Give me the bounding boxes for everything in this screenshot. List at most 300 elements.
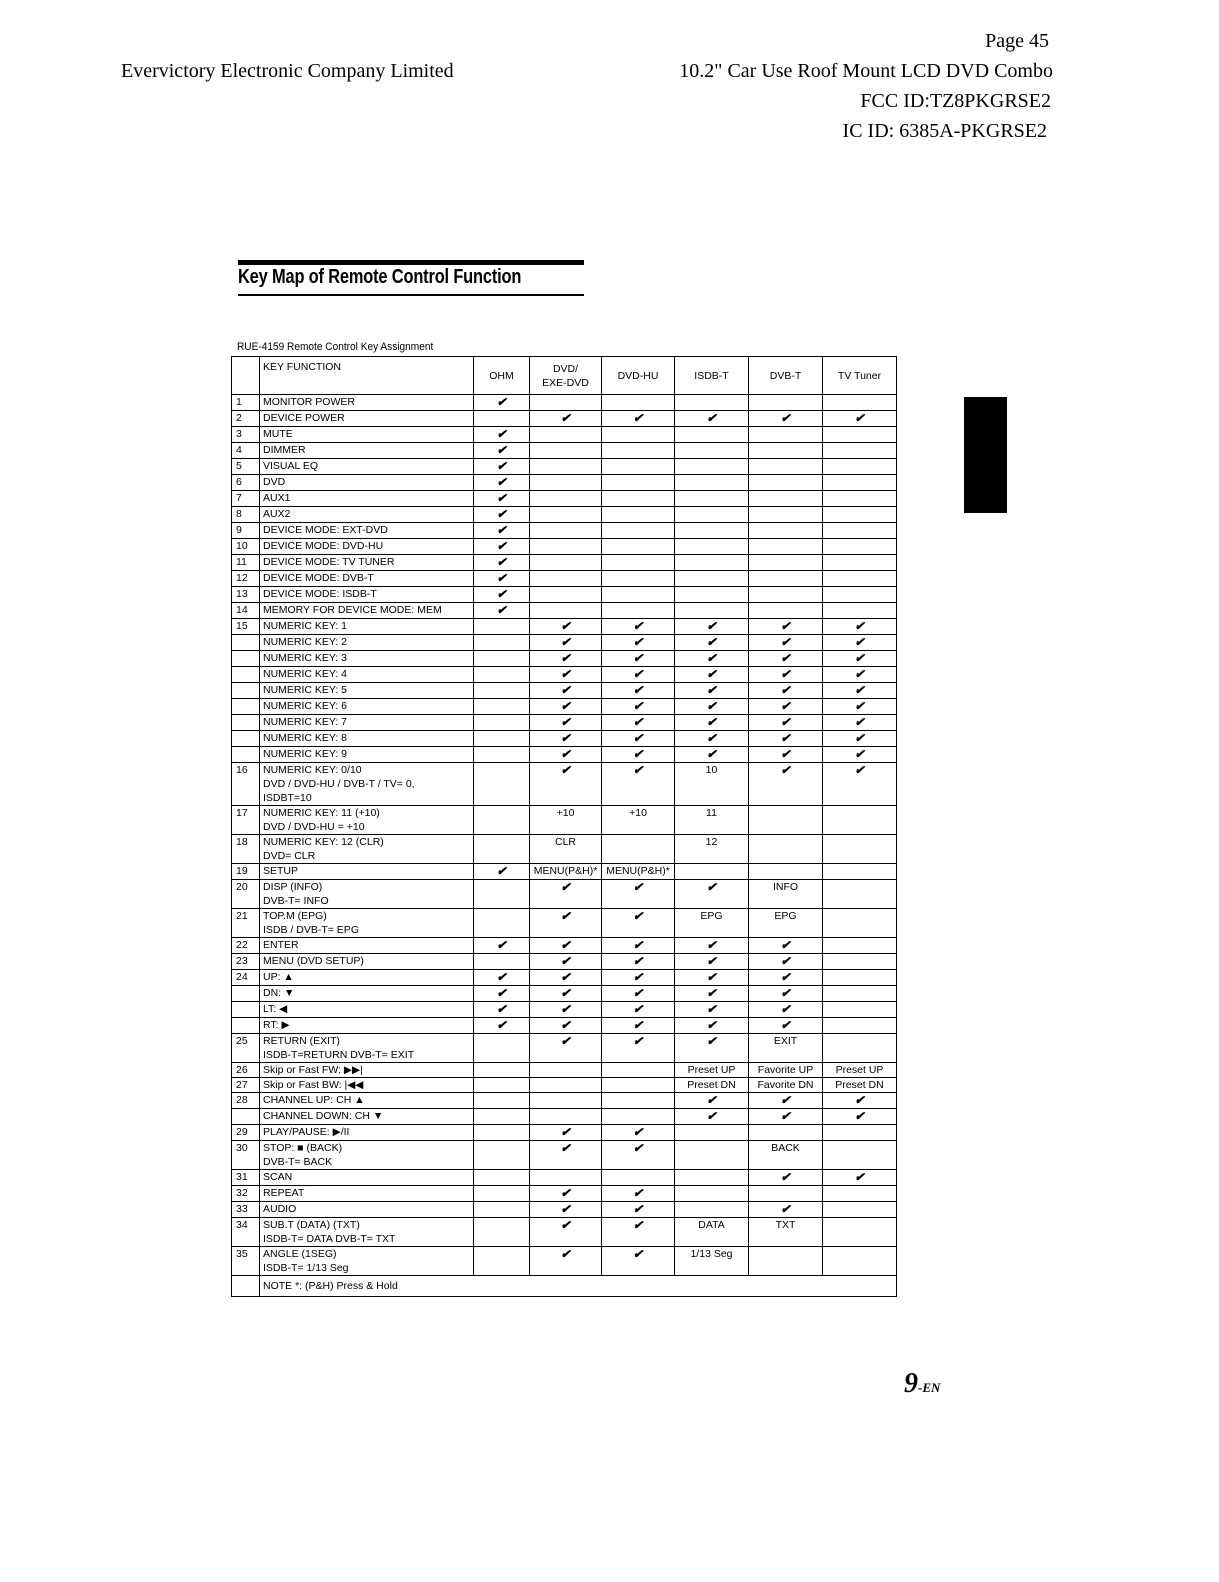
assignment-cell <box>749 970 823 986</box>
check-mark-icon: ✔ <box>632 683 644 697</box>
assignment-cell <box>602 970 675 986</box>
key-function-cell: SCAN <box>260 1170 474 1186</box>
check-mark-icon: ✔ <box>780 635 791 649</box>
check-mark-icon: ✔ <box>780 683 791 697</box>
check-mark-icon: ✔ <box>560 635 571 649</box>
section-title: Key Map of Remote Control Function <box>238 266 522 288</box>
assignment-cell <box>602 731 675 747</box>
assignment-cell <box>530 880 602 909</box>
table-body <box>232 395 897 1297</box>
assignment-cell <box>530 1018 602 1034</box>
assignment-cell <box>749 443 823 459</box>
assignment-cell <box>530 1093 602 1109</box>
key-function-cell: NUMERIC KEY: 4 <box>260 667 474 683</box>
cell-value: Favorite UP <box>757 1064 814 1076</box>
assignment-cell <box>675 491 749 507</box>
key-function-cell: AUDIO <box>260 1202 474 1218</box>
check-mark-icon: ✔ <box>496 459 507 473</box>
assignment-cell <box>602 603 675 619</box>
row-number: 11 <box>232 555 260 571</box>
key-function-cell: STOP: ■ (BACK) DVB-T= BACK <box>260 1141 474 1170</box>
footer-page-number <box>904 1368 940 1400</box>
key-function-cell: DEVICE MODE: TV TUNER <box>260 555 474 571</box>
assignment-cell <box>749 1063 823 1078</box>
assignment-cell <box>749 507 823 523</box>
check-mark-icon: ✔ <box>496 491 507 505</box>
assignment-cell <box>474 1125 530 1141</box>
assignment-cell <box>474 491 530 507</box>
key-function-cell: LT: ◀ <box>260 1002 474 1018</box>
row-number: 32 <box>232 1186 260 1202</box>
assignment-cell <box>675 1141 749 1170</box>
assignment-cell <box>474 667 530 683</box>
assignment-cell <box>474 683 530 699</box>
section-heading <box>238 260 584 296</box>
key-function-cell: NUMERIC KEY: 8 <box>260 731 474 747</box>
cell-value: TXT <box>775 1219 796 1231</box>
assignment-cell <box>675 523 749 539</box>
key-function-cell: NUMERIC KEY: 11 (+10) DVD / DVD-HU = +10 <box>260 806 474 835</box>
key-function-cell: REPEAT <box>260 1186 474 1202</box>
assignment-cell <box>530 667 602 683</box>
assignment-cell <box>823 1002 897 1018</box>
assignment-cell <box>530 1202 602 1218</box>
assignment-cell <box>823 1141 897 1170</box>
assignment-cell <box>602 491 675 507</box>
check-mark-icon: ✔ <box>632 1002 644 1016</box>
cell-value: BACK <box>771 1142 800 1154</box>
check-mark-icon: ✔ <box>632 763 644 777</box>
check-mark-icon: ✔ <box>780 1002 791 1016</box>
assignment-cell <box>530 475 602 491</box>
row-number: 31 <box>232 1170 260 1186</box>
assignment-cell <box>530 507 602 523</box>
assignment-cell <box>749 763 823 806</box>
assignment-cell <box>474 986 530 1002</box>
assignment-cell <box>823 1218 897 1247</box>
check-mark-icon: ✔ <box>632 970 644 984</box>
check-mark-icon: ✔ <box>780 986 791 1000</box>
check-mark-icon: ✔ <box>706 938 717 952</box>
key-function-cell: DEVICE MODE: ISDB-T <box>260 587 474 603</box>
assignment-cell <box>675 1109 749 1125</box>
assignment-cell <box>474 731 530 747</box>
check-mark-icon: ✔ <box>706 747 717 761</box>
assignment-cell <box>675 603 749 619</box>
assignment-cell <box>602 1034 675 1063</box>
heading-rule-top <box>238 260 584 265</box>
check-mark-icon: ✔ <box>706 1002 717 1016</box>
key-function-cell: PLAY/PAUSE: ▶/II <box>260 1125 474 1141</box>
assignment-cell <box>749 555 823 571</box>
check-mark-icon: ✔ <box>780 715 791 729</box>
footer-page-digit: 9 <box>904 1368 918 1399</box>
assignment-cell <box>602 1125 675 1141</box>
check-mark-icon: ✔ <box>632 1247 644 1261</box>
table-row <box>232 411 897 427</box>
assignment-cell <box>530 909 602 938</box>
assignment-cell <box>602 1078 675 1093</box>
table-row <box>232 491 897 507</box>
assignment-cell <box>823 667 897 683</box>
page-number: Page 45 <box>985 30 1049 52</box>
check-mark-icon: ✔ <box>560 1186 571 1200</box>
assignment-cell <box>675 1078 749 1093</box>
header-cell: ISDB-T <box>675 357 749 395</box>
assignment-cell <box>749 699 823 715</box>
assignment-cell <box>675 1170 749 1186</box>
assignment-cell <box>749 731 823 747</box>
table-row <box>232 1247 897 1276</box>
check-mark-icon: ✔ <box>560 986 571 1000</box>
table-caption: RUE-4159 Remote Control Key Assignment <box>237 341 434 353</box>
assignment-cell <box>749 864 823 880</box>
cell-value: 12 <box>705 836 718 848</box>
assignment-cell <box>602 1218 675 1247</box>
assignment-cell <box>474 864 530 880</box>
row-number <box>232 667 260 683</box>
assignment-cell <box>474 970 530 986</box>
table-row <box>232 1034 897 1063</box>
key-function-cell: DEVICE POWER <box>260 411 474 427</box>
key-function-cell: DEVICE MODE: DVB-T <box>260 571 474 587</box>
product-name: 10.2" Car Use Roof Mount LCD DVD Combo <box>679 60 1053 82</box>
check-mark-icon: ✔ <box>632 651 644 665</box>
side-thumb-tab <box>964 397 1007 513</box>
check-mark-icon: ✔ <box>632 938 644 952</box>
assignment-cell <box>749 651 823 667</box>
assignment-cell <box>602 507 675 523</box>
company-name: Evervictory Electronic Company Limited <box>121 60 454 82</box>
assignment-cell <box>474 555 530 571</box>
assignment-cell <box>474 1218 530 1247</box>
table-row <box>232 1078 897 1093</box>
check-mark-icon: ✔ <box>780 1093 791 1107</box>
check-mark-icon: ✔ <box>706 1109 717 1123</box>
row-number: 3 <box>232 427 260 443</box>
assignment-cell <box>675 970 749 986</box>
assignment-cell <box>474 619 530 635</box>
check-mark-icon: ✔ <box>496 1018 507 1032</box>
assignment-cell <box>530 651 602 667</box>
assignment-cell <box>530 603 602 619</box>
assignment-cell <box>749 603 823 619</box>
assignment-cell <box>749 747 823 763</box>
check-mark-icon: ✔ <box>632 1125 644 1139</box>
assignment-cell <box>675 763 749 806</box>
assignment-cell <box>474 1141 530 1170</box>
assignment-cell <box>602 938 675 954</box>
assignment-cell <box>474 1093 530 1109</box>
key-function-cell: SETUP <box>260 864 474 880</box>
assignment-cell <box>823 1109 897 1125</box>
table-row <box>232 1202 897 1218</box>
heading-rule-bottom <box>238 294 584 296</box>
cell-value: Preset DN <box>835 1079 884 1091</box>
table-row <box>232 864 897 880</box>
assignment-cell <box>675 571 749 587</box>
table-row <box>232 1063 897 1078</box>
key-function-cell: VISUAL EQ <box>260 459 474 475</box>
table-row <box>232 731 897 747</box>
check-mark-icon: ✔ <box>780 651 791 665</box>
assignment-cell <box>530 1109 602 1125</box>
assignment-cell <box>823 806 897 835</box>
assignment-cell <box>749 683 823 699</box>
assignment-cell <box>823 555 897 571</box>
assignment-cell <box>602 635 675 651</box>
key-function-cell: RT: ▶ <box>260 1018 474 1034</box>
assignment-cell <box>474 1109 530 1125</box>
key-function-cell: DIMMER <box>260 443 474 459</box>
row-number: 15 <box>232 619 260 635</box>
table-row <box>232 970 897 986</box>
key-function-cell: SUB.T (DATA) (TXT) ISDB-T= DATA DVB-T= TXT <box>260 1218 474 1247</box>
assignment-cell <box>474 747 530 763</box>
assignment-cell <box>823 954 897 970</box>
assignment-cell <box>749 1018 823 1034</box>
assignment-cell <box>474 1018 530 1034</box>
assignment-cell <box>474 1034 530 1063</box>
row-number: 29 <box>232 1125 260 1141</box>
check-mark-icon: ✔ <box>632 1018 644 1032</box>
table-row <box>232 1109 897 1125</box>
table-row <box>232 683 897 699</box>
assignment-cell <box>749 938 823 954</box>
table-row <box>232 667 897 683</box>
row-number: 16 <box>232 763 260 806</box>
check-mark-icon: ✔ <box>560 1018 571 1032</box>
assignment-cell <box>530 1141 602 1170</box>
assignment-cell <box>474 507 530 523</box>
assignment-cell <box>675 395 749 411</box>
check-mark-icon: ✔ <box>780 1202 791 1216</box>
row-number: 5 <box>232 459 260 475</box>
check-mark-icon: ✔ <box>780 411 791 425</box>
cell-value: +10 <box>556 807 575 819</box>
assignment-cell <box>823 1247 897 1276</box>
check-mark-icon: ✔ <box>854 715 865 729</box>
assignment-cell <box>675 1186 749 1202</box>
assignment-cell <box>749 1202 823 1218</box>
table-row <box>232 475 897 491</box>
assignment-cell <box>602 1109 675 1125</box>
check-mark-icon: ✔ <box>780 619 791 633</box>
assignment-cell <box>602 835 675 864</box>
check-mark-icon: ✔ <box>780 667 791 681</box>
assignment-cell <box>675 909 749 938</box>
assignment-cell <box>675 507 749 523</box>
row-number: 35 <box>232 1247 260 1276</box>
ic-id: IC ID: 6385A-PKGRSE2 <box>842 120 1047 142</box>
assignment-cell <box>675 880 749 909</box>
assignment-cell <box>823 475 897 491</box>
assignment-cell <box>675 1018 749 1034</box>
check-mark-icon: ✔ <box>780 970 791 984</box>
assignment-cell <box>749 1170 823 1186</box>
assignment-cell <box>749 1218 823 1247</box>
check-mark-icon: ✔ <box>560 1218 571 1232</box>
assignment-cell <box>749 806 823 835</box>
assignment-cell <box>823 619 897 635</box>
key-function-cell: Skip or Fast BW: |◀◀ <box>260 1078 474 1093</box>
key-function-cell: NUMERIC KEY: 3 <box>260 651 474 667</box>
check-mark-icon: ✔ <box>632 1141 644 1155</box>
table-row <box>232 835 897 864</box>
table-row <box>232 1018 897 1034</box>
key-function-cell: NUMERIC KEY: 2 <box>260 635 474 651</box>
assignment-cell <box>530 459 602 475</box>
header-cell-num <box>232 357 260 395</box>
footer-page-suffix: -EN <box>918 1380 941 1395</box>
row-number: 24 <box>232 970 260 986</box>
assignment-cell <box>823 1170 897 1186</box>
assignment-cell <box>823 715 897 731</box>
assignment-cell <box>530 1247 602 1276</box>
assignment-cell <box>749 1247 823 1276</box>
assignment-cell <box>474 459 530 475</box>
assignment-cell <box>675 427 749 443</box>
assignment-cell <box>675 864 749 880</box>
assignment-cell <box>675 1034 749 1063</box>
assignment-cell <box>675 938 749 954</box>
assignment-cell <box>675 443 749 459</box>
assignment-cell <box>474 395 530 411</box>
assignment-cell <box>530 954 602 970</box>
check-mark-icon: ✔ <box>496 395 507 409</box>
cell-value: EPG <box>700 910 723 922</box>
table-row <box>232 763 897 806</box>
assignment-cell <box>749 1002 823 1018</box>
assignment-cell <box>823 395 897 411</box>
key-function-cell: ENTER <box>260 938 474 954</box>
assignment-cell <box>823 938 897 954</box>
row-number: 12 <box>232 571 260 587</box>
assignment-cell <box>602 699 675 715</box>
row-number: 4 <box>232 443 260 459</box>
check-mark-icon: ✔ <box>854 651 865 665</box>
assignment-cell <box>823 1063 897 1078</box>
assignment-cell <box>823 635 897 651</box>
assignment-cell <box>602 1063 675 1078</box>
key-function-cell: NUMERIC KEY: 6 <box>260 699 474 715</box>
row-number: 7 <box>232 491 260 507</box>
assignment-cell <box>474 954 530 970</box>
row-number <box>232 986 260 1002</box>
check-mark-icon: ✔ <box>780 1018 791 1032</box>
row-number: 18 <box>232 835 260 864</box>
header-cell: KEY FUNCTION <box>260 357 474 395</box>
assignment-cell <box>749 635 823 651</box>
assignment-cell <box>530 835 602 864</box>
assignment-cell <box>602 747 675 763</box>
check-mark-icon: ✔ <box>496 571 507 585</box>
row-number <box>232 1109 260 1125</box>
assignment-cell <box>823 970 897 986</box>
table-row <box>232 603 897 619</box>
assignment-cell <box>530 411 602 427</box>
row-number: 20 <box>232 880 260 909</box>
table-row <box>232 1186 897 1202</box>
assignment-cell <box>749 715 823 731</box>
assignment-cell <box>530 715 602 731</box>
check-mark-icon: ✔ <box>780 938 791 952</box>
table-row <box>232 880 897 909</box>
assignment-cell <box>530 635 602 651</box>
assignment-cell <box>749 1093 823 1109</box>
check-mark-icon: ✔ <box>560 667 571 681</box>
assignment-cell <box>474 635 530 651</box>
assignment-cell <box>749 427 823 443</box>
check-mark-icon: ✔ <box>854 747 865 761</box>
check-mark-icon: ✔ <box>560 970 571 984</box>
assignment-cell <box>602 523 675 539</box>
assignment-cell <box>823 539 897 555</box>
row-number <box>232 1002 260 1018</box>
check-mark-icon: ✔ <box>560 619 571 633</box>
key-function-cell: MEMORY FOR DEVICE MODE: MEM <box>260 603 474 619</box>
assignment-cell <box>675 806 749 835</box>
assignment-cell <box>823 763 897 806</box>
check-mark-icon: ✔ <box>706 411 717 425</box>
assignment-cell <box>474 1202 530 1218</box>
key-function-cell: DISP (INFO) DVB-T= INFO <box>260 880 474 909</box>
note-row <box>232 1276 897 1297</box>
check-mark-icon: ✔ <box>854 1170 865 1184</box>
check-mark-icon: ✔ <box>854 411 865 425</box>
cell-value: Preset UP <box>687 1064 736 1076</box>
fcc-id: FCC ID:TZ8PKGRSE2 <box>860 90 1051 112</box>
assignment-cell <box>675 1125 749 1141</box>
assignment-cell <box>530 539 602 555</box>
assignment-cell <box>675 587 749 603</box>
assignment-cell <box>823 699 897 715</box>
key-function-cell: AUX1 <box>260 491 474 507</box>
assignment-cell <box>602 395 675 411</box>
assignment-cell <box>530 699 602 715</box>
check-mark-icon: ✔ <box>632 1034 644 1048</box>
check-mark-icon: ✔ <box>560 1202 571 1216</box>
cell-value: +10 <box>629 807 647 819</box>
assignment-cell <box>749 954 823 970</box>
assignment-cell <box>823 507 897 523</box>
table-row <box>232 651 897 667</box>
assignment-cell <box>749 475 823 491</box>
row-number: 23 <box>232 954 260 970</box>
row-number <box>232 635 260 651</box>
assignment-cell <box>530 555 602 571</box>
table-row <box>232 806 897 835</box>
key-function-cell: MENU (DVD SETUP) <box>260 954 474 970</box>
assignment-cell <box>474 909 530 938</box>
assignment-cell <box>823 1125 897 1141</box>
table-row <box>232 938 897 954</box>
row-number: 17 <box>232 806 260 835</box>
key-function-cell: NUMERIC KEY: 12 (CLR) DVD= CLR <box>260 835 474 864</box>
key-function-cell: DVD <box>260 475 474 491</box>
row-number: 27 <box>232 1078 260 1093</box>
assignment-cell <box>530 938 602 954</box>
row-number <box>232 715 260 731</box>
assignment-cell <box>530 619 602 635</box>
assignment-cell <box>474 880 530 909</box>
assignment-cell <box>823 459 897 475</box>
assignment-cell <box>823 986 897 1002</box>
assignment-cell <box>675 683 749 699</box>
assignment-cell <box>823 683 897 699</box>
check-mark-icon: ✔ <box>706 1093 717 1107</box>
row-number: 14 <box>232 603 260 619</box>
